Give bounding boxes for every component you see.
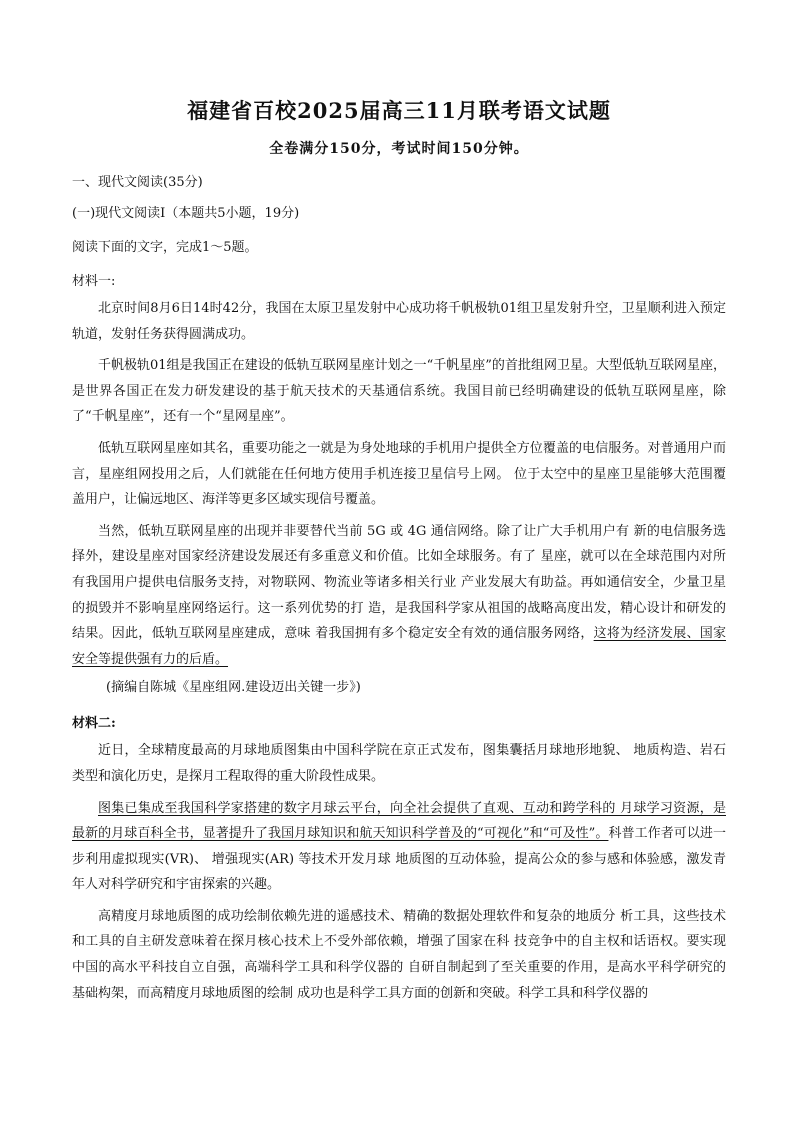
material2-paragraph-3: 高精度月球地质图的成功绘制依赖先进的遥感技术、精确的数据处理软件和复杂的地质分 析工具，这些技术和工具的自主研发意味着在探月核心技术上不受外部依赖，增强了国家在科 技竞争中的自主权和话语权。要实现中国的高水平科技自立自强，高端科学工具和科学仪器的 自研自制起到了至关重要的作用，是高水平科学研究的基础构架，而高精度月球地质图的绘制 成功也是科学工具方面的创新和突破。科学工具和科学仪器的	[72, 908, 726, 1001]
material1-paragraph-4	[72, 519, 726, 673]
material1-paragraph-1: 北京时间8月6日14时42分，我国在太原卫星发射中心成功将千帆极轨01组卫星发射升空，卫星顺利进入预定轨道，发射任务获得圆满成功。	[72, 301, 726, 342]
exam-title: 福建省百校2025届高三11月联考语文试题	[187, 98, 611, 123]
material2-paragraph-2	[72, 796, 726, 898]
section-heading: 一、现代文阅读(35分)	[72, 175, 203, 190]
material2-paragraph-2-text: 科普工作者可以进一步利用虚拟现实(VR)、 增强现实(AR) 等技术开发月球 地质图的互动体验，提高公众的参与感和体验感，激发青年人对科学研究和宇宙探索的兴趣。	[72, 826, 726, 893]
instruction-text: 阅读下面的文字，完成1～5题。	[72, 240, 258, 255]
material1-source: (摘编自陈城《星座组网.建设迈出关键一步》)	[106, 680, 361, 696]
material1-paragraph-2: 千帆极轨01组是我国正在建设的低轨互联网星座计划之一“千帆星座”的首批组网卫星。大型低轨互联网星座，是世界各国正在发力研发建设的基于航天技术的天基通信系统。我国目前已经明确建设的低轨互联网星座，除了“千帆星座”，还有一个“星网星座”。	[72, 358, 726, 425]
underlined-sentence-2: 图集已集成至我国科学家搭建的数字月球云平台，向全社会提供了直观、互动和跨学科的 月球学习资源，是最新的月球百科全书，显著提升了我国月球知识和航天知识科学普及的“可视化”和“可及性”。	[72, 800, 726, 842]
material1-paragraph-3: 低轨互联网星座如其名，重要功能之一就是为身处地球的手机用户提供全方位覆盖的电信服务。对普通用户而言，星座组网投用之后，人们就能在任何地方使用手机连接卫星信号上网。 位于太空中的星座卫星能够大范围覆盖用户，让偏远地区、海洋等更多区域实现信号覆盖。	[72, 440, 726, 508]
material1-label: 材料一:	[72, 274, 116, 289]
material1-paragraph-4-text: 当然，低轨互联网星座的出现并非要替代当前 5G 或 4G 通信网络。除了让广大手机用户有 新的电信服务选择外，建设星座对国家经济建设发展还有多重意义和价值。比如全球服务。有了 星座，就可以在全球范围内对所有我国用户提供电信服务支持，对物联网、物流业等诸多相关行业 产业发展大有助益。再如通信安全，少量卫星的损毁并不影响星座网络运行。这一系列优势的打 造，是我国科学家从祖国的战略高度出发，精心设计和研发的结果。因此，低轨互联网星座建成，意味 着我国拥有多个稳定安全有效的通信服务网络，	[72, 523, 726, 642]
material2-paragraph-1: 近日，全球精度最高的月球地质图集由中国科学院在京正式发布，图集囊括月球地形地貌、 地质构造、岩石类型和演化历史，是探月工程取得的重大阶段性成果。	[72, 743, 726, 784]
exam-subtitle: 全卷满分150分，考试时间150分钟。	[269, 141, 529, 157]
subsection-heading: (一)现代文阅读Ⅰ（本题共5小题，19分)	[72, 206, 300, 221]
underlined-sentence-1: 这将为经济发展、国家安全等提供强有力的后盾。	[72, 626, 726, 667]
material2-label: 材料二:	[72, 716, 116, 732]
